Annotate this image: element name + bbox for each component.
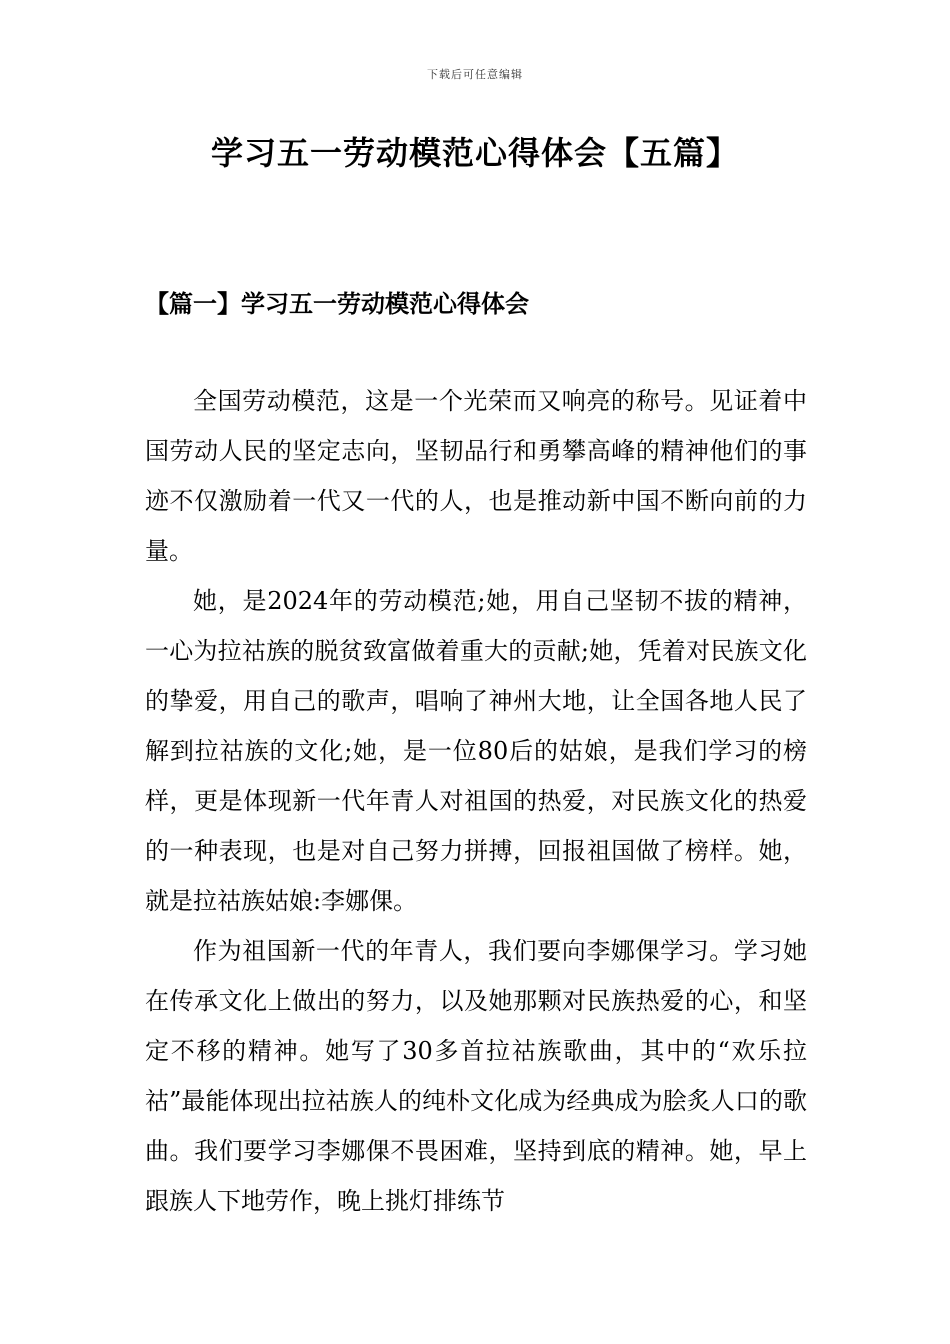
section-heading: 【篇一】学习五一劳动模范心得体会 [145, 289, 529, 318]
document-title: 学习五一劳动模范心得体会【五篇】 [210, 134, 739, 172]
paragraph-1: 全国劳动模范，这是一个光荣而又响亮的称号。见证着中国劳动人民的坚定志向，坚韧品行和勇攀高峰的精神他们的事迹不仅激励着一代又一代的人，也是推动新中国不断向前的力量。 [145, 387, 807, 565]
header-note: 下载后可任意编辑 [427, 68, 523, 81]
body-text [145, 376, 807, 1226]
paragraph-3: 作为祖国新一代的年青人，我们要向李娜倮学习。学习她在传承文化上做出的努力，以及她那颗对民族热爱的心，和坚定不移的精神。她写了30多首拉祜族歌曲，其中的“欢乐拉祜”最能体现出拉祜族人的纯朴文化成为经典成为脍炙人口的歌曲。我们要学习李娜倮不畏困难，坚持到底的精神。她，早上跟族人下地劳作，晚上挑灯排练节 [145, 937, 807, 1215]
paragraph-2: 她，是2024年的劳动模范;她，用自己坚韧不拔的精神，一心为拉祜族的脱贫致富做着重大的贡献;她，凭着对民族文化的挚爱，用自己的歌声，唱响了神州大地，让全国各地人民了解到拉祜族的文化;她，是一位80后的姑娘，是我们学习的榜样，更是体现新一代年青人对祖国的热爱，对民族文化的热爱的一种表现，也是对自己努力拼搏，回报祖国做了榜样。她，就是拉祜族姑娘:李娜倮。 [145, 587, 807, 915]
